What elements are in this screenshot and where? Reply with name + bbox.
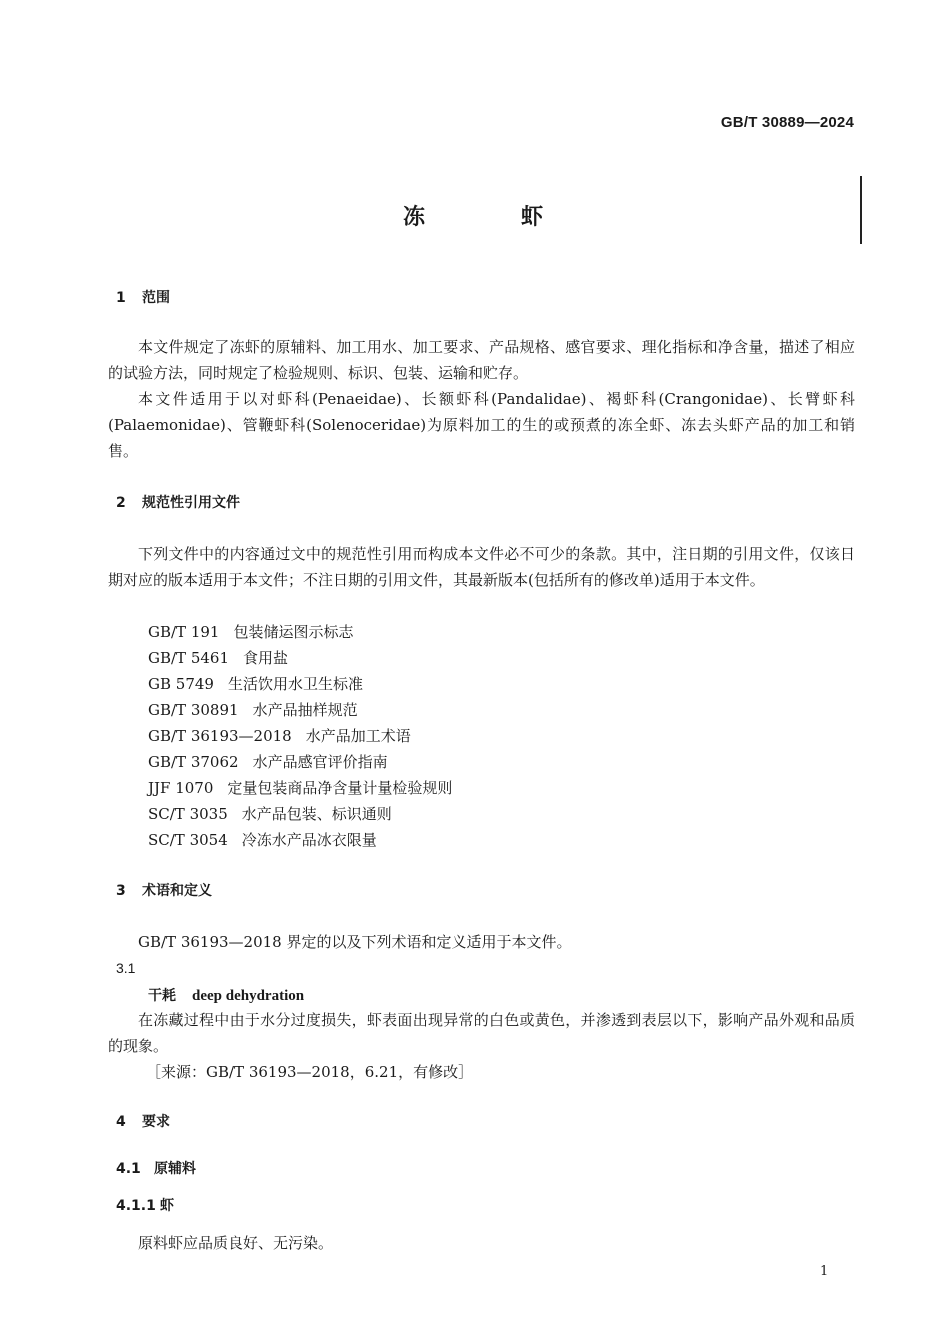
reference-item <box>148 749 388 775</box>
term-chinese: 干耗 <box>148 988 176 1004</box>
subsection-number: 4.1.1 <box>116 1198 156 1214</box>
ref-code: SC/T 3054 <box>148 831 228 849</box>
ref-code: SC/T 3035 <box>148 805 228 823</box>
section-number: 3 <box>116 883 126 899</box>
title-char-1: 冻 <box>402 205 429 230</box>
terms-intro: GB/T 36193—2018 界定的以及下列术语和定义适用于本文件。 <box>138 933 572 951</box>
ref-code: GB/T 37062 <box>148 753 239 771</box>
term-number: 3.1 <box>116 960 136 976</box>
section-title: 范围 <box>142 290 170 306</box>
standard-number: GB/T 30889—2024 <box>720 114 854 131</box>
subsection-title: 原辅料 <box>154 1161 196 1177</box>
section-title: 规范性引用文件 <box>142 495 240 511</box>
ref-code: GB/T 36193—2018 <box>148 727 292 745</box>
normative-refs-intro: 下列文件中的内容通过文中的规范性引用而构成本文件必不可少的条款。其中，注日期的引用文件，仅该日期对应的版本适用于本文件；不注日期的引用文件，其最新版本(包括所有的修改单)适用于本文件。 <box>108 545 855 589</box>
scope-paragraph-2: 本文件适用于以对虾科(Penaeidae)、长额虾科(Pandalidae)、褐虾科(Crangonidae)、长臂虾科(Palaemonidae)、管鞭虾科(Solenoceridae)为原料加工的生的或预煮的冻全虾、冻去头虾产品的加工和销售。 <box>108 390 855 460</box>
reference-item <box>148 723 411 749</box>
ref-code: JJF 1070 <box>148 779 214 797</box>
section-number: 2 <box>116 495 126 511</box>
section-2-heading <box>116 492 240 512</box>
section-4-heading <box>116 1111 170 1131</box>
term-source: ［来源：GB/T 36193—2018，6.21，有修改］ <box>146 1063 474 1081</box>
reference-item <box>148 801 392 827</box>
ref-title: 包装储运图示标志 <box>233 623 354 641</box>
ref-title: 水产品加工术语 <box>305 727 411 745</box>
reference-item <box>148 619 353 645</box>
section-title: 要求 <box>142 1114 170 1130</box>
ref-title: 食用盐 <box>243 649 289 667</box>
reference-item <box>148 697 358 723</box>
section-number: 4 <box>116 1114 126 1130</box>
page-number: 1 <box>820 1264 829 1279</box>
subsection-number: 4.1 <box>116 1161 141 1177</box>
term-english: deep dehydration <box>192 988 305 1004</box>
ref-code: GB/T 191 <box>148 623 220 641</box>
raw-shrimp-requirement: 原料虾应品质良好、无污染。 <box>138 1234 334 1252</box>
section-3-heading <box>116 880 212 900</box>
term-entry <box>148 985 304 1005</box>
reference-item <box>148 775 452 801</box>
subsection-4-1-1-heading <box>116 1195 174 1215</box>
ref-title: 冷冻水产品冰衣限量 <box>241 831 377 849</box>
term-definition: 在冻藏过程中由于水分过度损失，虾表面出现异常的白色或黄色，并渗透到表层以下，影响产品外观和品质的现象。 <box>108 1011 855 1055</box>
scope-paragraph-1: 本文件规定了冻虾的原辅料、加工用水、加工要求、产品规格、感官要求、理化指标和净含量，描述了相应的试验方法，同时规定了检验规则、标识、包装、运输和贮存。 <box>108 338 855 382</box>
section-1-heading <box>116 287 170 307</box>
ref-code: GB/T 5461 <box>148 649 230 667</box>
ref-title: 水产品包装、标识通则 <box>241 805 392 823</box>
ref-code: GB/T 30891 <box>148 701 239 719</box>
section-title: 术语和定义 <box>142 883 212 899</box>
ref-title: 水产品感官评价指南 <box>252 753 388 771</box>
ref-code: GB 5749 <box>148 675 214 693</box>
title-char-2: 虾 <box>521 205 548 230</box>
reference-item <box>148 671 363 697</box>
ref-title: 定量包装商品净含量计量检验规则 <box>227 779 453 797</box>
document-title <box>0 200 950 231</box>
ref-title: 水产品抽样规范 <box>252 701 358 719</box>
subsection-title: 虾 <box>160 1198 174 1214</box>
section-number: 1 <box>116 290 126 306</box>
reference-item <box>148 645 288 671</box>
ref-title: 生活饮用水卫生标准 <box>227 675 363 693</box>
reference-item <box>148 827 377 853</box>
subsection-4-1-heading <box>116 1158 196 1178</box>
